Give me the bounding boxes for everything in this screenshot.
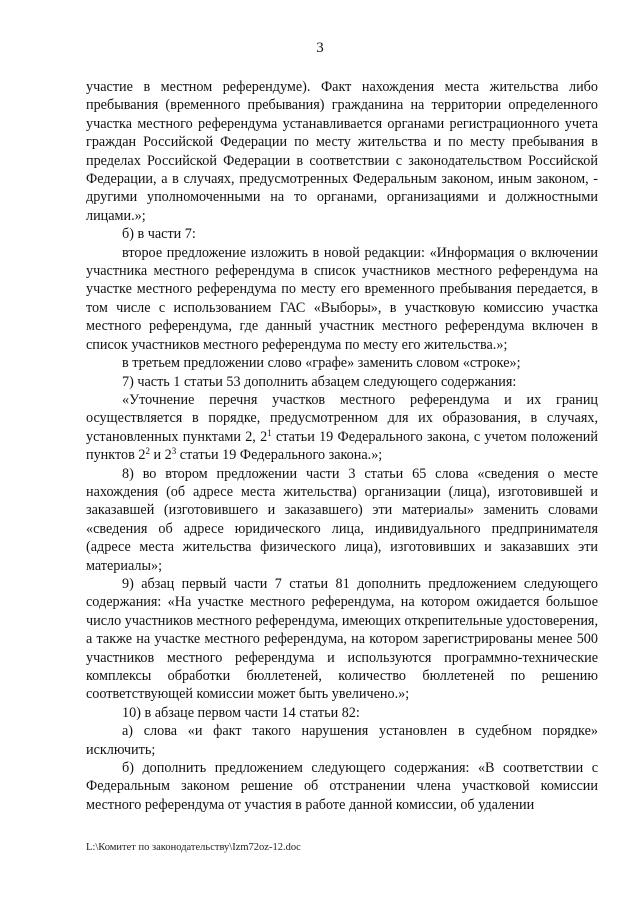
paragraph-item-8: 8) во втором предложении части 3 статьи 65 слова «сведения о месте нахождения (об адресе места жительства) организации (лица), изготовившей и заказавшей (изготовившего и заказавшего) эти материалы» заменить словами «сведения об адресе юридического лица, индивидуального предпринимателя (адресе места жительства физического лица), изготовивших и заказавших эти материалы»;	[86, 465, 598, 574]
paragraph-third-sentence: в третьем предложении слово «графе» заменить словом «строке»;	[122, 355, 521, 372]
paragraph-subitem-b-part7: б) в части 7:	[122, 226, 196, 243]
paragraph-item-10a: а) слова «и факт такого нарушения установлен в судебном порядке» исключить;	[86, 723, 598, 758]
quote-part-c: и 2	[149, 447, 172, 464]
paragraph-item-10b: б) дополнить предложением следующего содержания: «В соответствии с Федеральным законом решение об отстранении члена участковой комиссии местного референдума от участия в работе данной комиссии, об удалении	[86, 760, 598, 813]
quote-part-b: статьи 19 Федерального закона, с учетом положений пунктов 2	[86, 428, 598, 464]
paragraph-item-9: 9) абзац первый части 7 статьи 81 дополнить предложением следующего содержания: «На участке местного референдума, на котором ожидается большое число участников местного референдума, имеющих открепительные удостоверения, а также на участке местного референдума, на котором зарегистрированы менее 500 участников местного референдума и используются программно-технические комплексы обработки бюллетеней, количество бюллетеней по решению соответствующей комиссии может быть увеличено.»;	[86, 575, 598, 703]
paragraph-second-sentence: второе предложение изложить в новой редакции: «Информация о включении участника местного референдума в список участников местного референдума на участке местного референдума по месту его временного пребывания передается, в том числе с использованием ГАС «Выборы», в участковую комиссию участка местного референдума, где данный участник местного референдума включен в список участников местного референдума по месту его жительства.»;	[86, 244, 598, 353]
paragraph-item-7-quote	[86, 391, 598, 465]
paragraph-continuation: участие в местном референдуме). Факт нахождения места жительства либо пребывания (временного пребывания) гражданина на территории определенного участка местного референдума устанавливается органами регистрационного учета граждан Российской Федерации по месту жительства и по месту пребывания в пределах Российской Федерации в соответствии с законодательством Российской Федерации, а в случаях, предусмотренных Федеральным законом, иным законом, - другими уполномоченными на то органами, организациями и должностными лицами.»;	[86, 79, 598, 224]
paragraph-item-7: 7) часть 1 статьи 53 дополнить абзацем следующего содержания:	[122, 373, 517, 390]
quote-part-a: «Уточнение перечня участков местного референдума и их границ осуществляется в порядке, предусмотренном для их образования, в случаях, установленных пунктами 2, 2	[86, 391, 598, 445]
paragraph-item-10: 10) в абзаце первом части 14 статьи 82:	[122, 704, 360, 721]
superscript-2: 2	[145, 446, 150, 457]
superscript-1: 1	[267, 427, 272, 438]
document-body	[86, 78, 598, 814]
superscript-3: 3	[171, 446, 177, 457]
page-number: 3	[316, 40, 324, 56]
footer-file-path: L:\Комитет по законодательству\Izm72oz-12.doc	[86, 842, 301, 853]
quote-part-d: статьи 19 Федерального закона.»;	[176, 447, 383, 464]
